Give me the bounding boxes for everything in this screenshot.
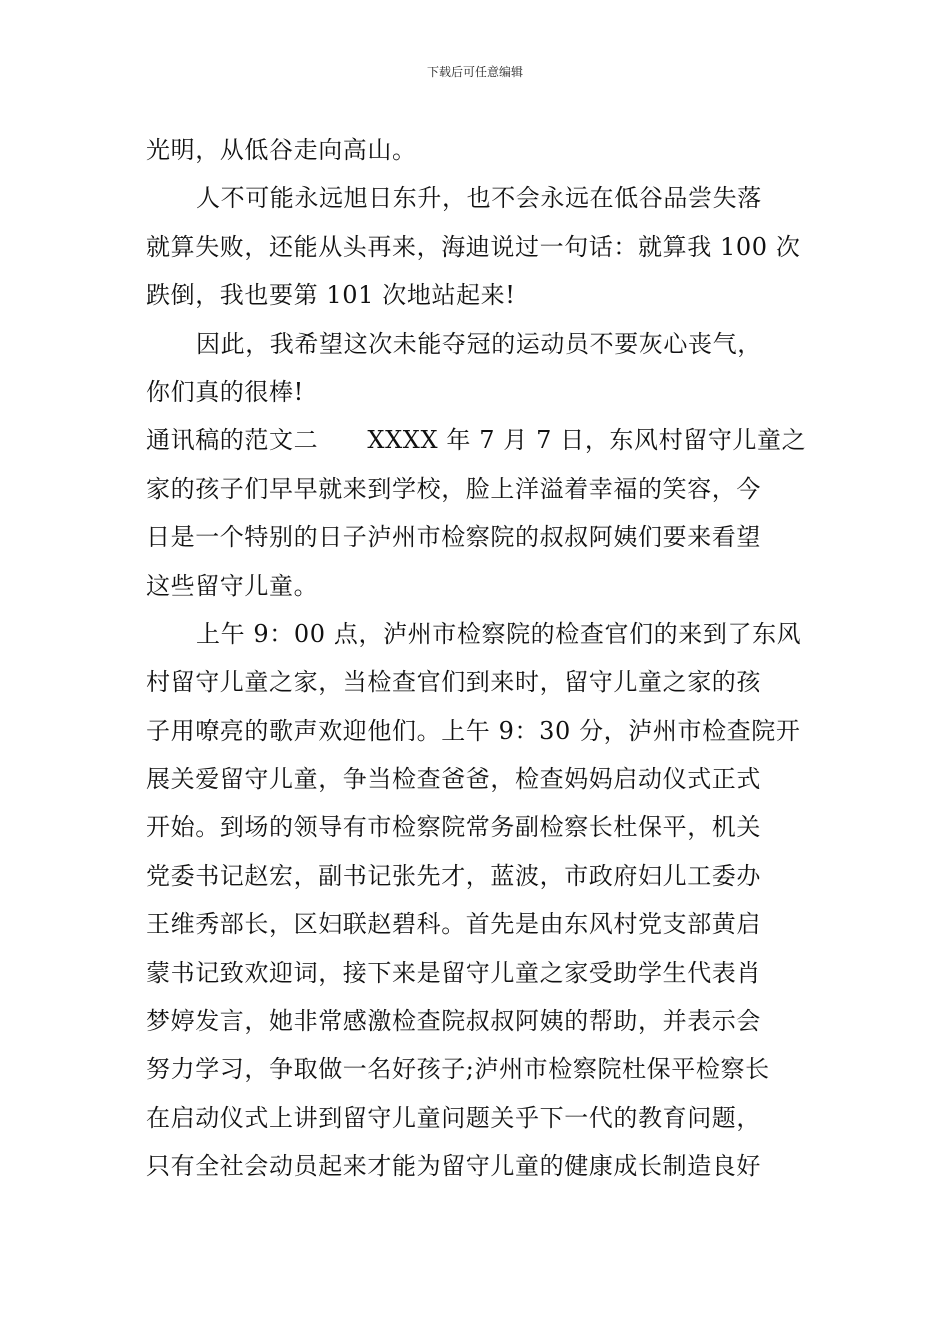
text-line: 就算失败，还能从头再来，海迪说过一句话：就算我 100 次 xyxy=(146,232,801,261)
text-line: 家的孩子们早早就来到学校，脸上洋溢着幸福的笑容，今 xyxy=(146,474,761,503)
text-line: 努力学习，争取做一名好孩子;泸州市检察院杜保平检察长 xyxy=(146,1055,770,1084)
text-line: 蒙书记致欢迎词，接下来是留守儿童之家受助学生代表肖 xyxy=(146,958,761,987)
text-line: 你们真的很棒! xyxy=(146,377,304,406)
text-line: 开始。到场的领导有市检察院常务副检察长杜保平，机关 xyxy=(146,813,761,842)
text-line: 人不可能永远旭日东升，也不会永远在低谷品尝失落 xyxy=(196,184,762,213)
text-line: 上午 9：00 点，泸州市检察院的检查官们的来到了东风 xyxy=(196,619,802,648)
page-header: 下载后可任意编辑 xyxy=(426,65,523,79)
text-line: 跌倒，我也要第 101 次地站起来! xyxy=(146,281,516,310)
text-line: 党委书记赵宏，副书记张先才，蓝波，市政府妇儿工委办 xyxy=(146,861,761,890)
text-line: 日是一个特别的日子泸州市检察院的叔叔阿姨们要来看望 xyxy=(146,523,761,552)
text-line: 王维秀部长，区妇联赵碧科。首先是由东风村党支部黄启 xyxy=(146,910,761,939)
text-line: 这些留守儿童。 xyxy=(146,571,319,600)
document-body xyxy=(146,126,810,1191)
text-line: 展关爱留守儿童，争当检查爸爸，检查妈妈启动仪式正式 xyxy=(146,765,761,794)
text-line: 梦婷发言，她非常感激检查院叔叔阿姨的帮助，并表示会 xyxy=(146,1007,761,1036)
section-title-line: 通讯稿的范文二 XXXX 年 7 月 7 日，东风村留守儿童之 xyxy=(146,426,807,455)
text-line: 因此，我希望这次未能夺冠的运动员不要灰心丧气， xyxy=(196,329,762,358)
text-line: 在启动仪式上讲到留守儿童问题关乎下一代的教育问题， xyxy=(146,1103,761,1132)
text-line: 光明，从低谷走向高山。 xyxy=(146,136,417,164)
text-line: 村留守儿童之家，当检查官们到来时，留守儿童之家的孩 xyxy=(146,668,761,697)
text-line: 只有全社会动员起来才能为留守儿童的健康成长制造良好 xyxy=(146,1152,761,1181)
text-line: 子用嘹亮的歌声欢迎他们。上午 9：30 分，泸州市检查院开 xyxy=(146,716,801,745)
